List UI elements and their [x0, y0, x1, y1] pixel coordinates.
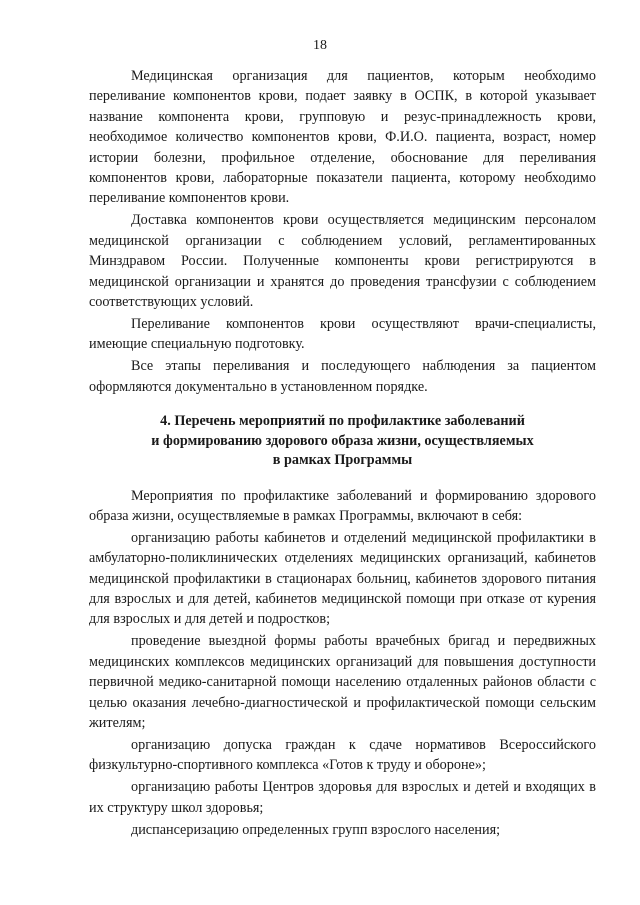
- document-body: [89, 66, 596, 841]
- list-item-gto-standards: организацию допуска граждан к сдаче нормативов Всероссийского физкультурно-спортивного комплекса «Готов к труду и обороне»;: [89, 736, 596, 774]
- paragraph-transfusion-specialists: Переливание компонентов крови осуществляют врачи-специалисты, имеющие специальную подготовку.: [89, 315, 596, 353]
- paragraph-measures-intro: Мероприятия по профилактике заболеваний и формированию здорового образа жизни, осуществляемые в рамках Программы, включают в себя:: [89, 487, 596, 524]
- paragraph-blood-delivery: Доставка компонентов крови осуществляется медицинским персоналом медицинской организации с соблюдением условий, регламентированных Минздравом России. Полученные компоненты крови регистрируются в медицинской организации и хранятся до проведения трансфузии с соблюдением соответствующих условий.: [89, 212, 596, 310]
- section-heading-line-2: и формированию здорового образа жизни, осуществляемых: [151, 432, 534, 449]
- paragraph-documentation: Все этапы переливания и последующего наблюдения за пациентом оформляются документально в установленном порядке.: [89, 358, 596, 395]
- list-item-prevention-offices: организацию работы кабинетов и отделений медицинской профилактики в амбулаторно-поликлинических отделениях медицинских организаций, кабинетов медицинской профилактики в стационарах больниц, кабинетов здорового питания для взрослых и для детей, кабинетов медицинской помощи при отказе от курения для взрослых и для детей и подростков;: [89, 529, 596, 628]
- page-number: 18: [313, 38, 327, 53]
- list-item-health-centers: организацию работы Центров здоровья для взрослых и детей и входящих в их структуру школ здоровья;: [89, 779, 596, 816]
- section-heading-line-3: в рамках Программы: [272, 452, 413, 468]
- section-heading-line-1: 4. Перечень мероприятий по профилактике заболеваний: [160, 413, 525, 429]
- list-item-dispensary: диспансеризацию определенных групп взрослого населения;: [131, 821, 501, 838]
- section-heading: [89, 412, 596, 471]
- list-item-mobile-brigades: проведение выездной формы работы врачебных бригад и передвижных медицинских комплексов медицинских организаций для повышения доступности первичной медико-санитарной помощи населению отдаленных районов области с целью оказания лечебно-диагностической и профилактической помощи сельским жителям;: [89, 633, 596, 731]
- paragraph-blood-request: Медицинская организация для пациентов, которым необходимо переливание компонентов крови, подает заявку в ОСПК, в которой указывает название компонента крови, групповую и резус-принадлежность крови, необходимое количество компонентов крови, Ф.И.О. пациента, возраст, номер истории болезни, профильное отделение, обоснование для переливания компонентов крови, лабораторные показатели пациента, которому необходимо переливание компонентов крови.: [89, 68, 596, 207]
